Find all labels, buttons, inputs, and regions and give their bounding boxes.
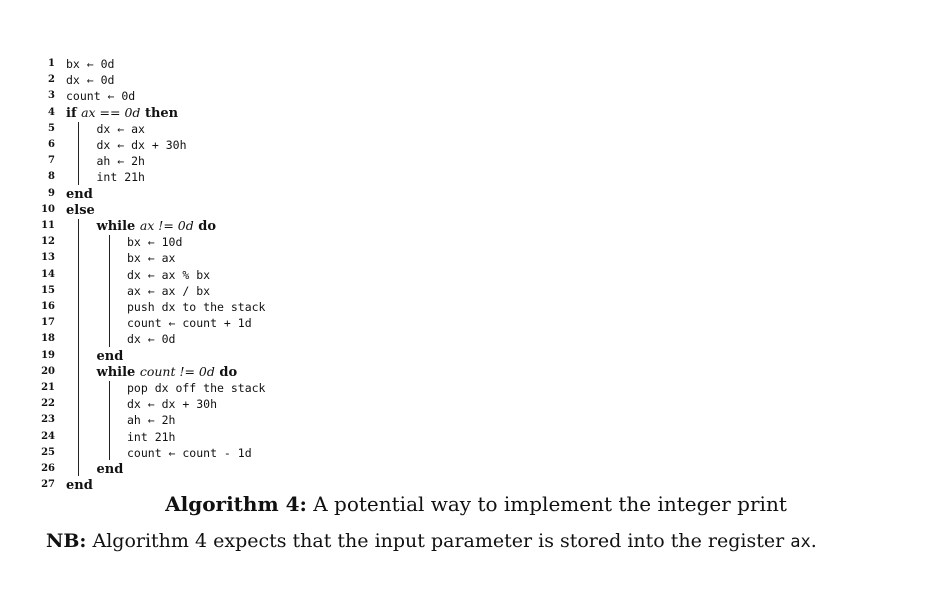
caption-label: Algorithm 4: <box>165 492 307 516</box>
code-statement <box>66 105 178 122</box>
algorithm-line <box>0 121 952 137</box>
condition: ax == 0d <box>81 104 141 120</box>
line-number: 6 <box>48 139 55 150</box>
note-paragraph <box>46 530 817 552</box>
keyword: do <box>193 219 217 234</box>
note-end: . <box>810 530 817 552</box>
algorithm-line <box>0 218 952 234</box>
line-number: 17 <box>41 317 55 329</box>
statement-text: count ← 0d <box>66 89 136 104</box>
line-number: 10 <box>41 203 55 215</box>
statement-text: ah ← 2h <box>127 413 176 428</box>
algorithm-line <box>0 72 952 88</box>
line-number: 8 <box>48 171 55 183</box>
statement-text: int 21h <box>127 429 176 444</box>
statement-text: bx ← 0d <box>66 57 115 71</box>
line-number: 25 <box>41 446 55 458</box>
algorithm-line <box>0 88 952 104</box>
code-statement <box>97 461 124 478</box>
algorithm-line <box>0 331 952 347</box>
code-statement <box>97 121 145 137</box>
note-text: Algorithm 4 expects that the input parameter is stored into the register <box>86 530 791 552</box>
line-number: 4 <box>48 106 55 118</box>
block-bar <box>109 381 110 460</box>
statement-text: dx ← dx + 30h <box>127 397 218 412</box>
condition: ax != 0d <box>139 218 194 233</box>
algorithm-line <box>0 315 952 331</box>
caption-text: A potential way to implement the integer print <box>306 492 787 516</box>
statement-text: ah ← 2h <box>96 154 145 169</box>
algorithm-line <box>0 169 952 185</box>
line-number: 12 <box>41 236 55 248</box>
block-bar <box>78 219 79 476</box>
line-number: 22 <box>41 398 55 410</box>
code-statement <box>66 72 114 88</box>
algorithm-caption <box>0 492 952 516</box>
note-label: NB: <box>46 530 87 552</box>
code-statement <box>127 267 210 283</box>
code-statement <box>127 429 175 445</box>
algorithm-line <box>0 477 952 493</box>
code-statement <box>127 234 182 250</box>
algorithm-line <box>0 186 952 202</box>
keyword: end <box>96 348 124 364</box>
algorithm-line <box>0 348 952 364</box>
keyword: do <box>214 364 238 380</box>
keyword: end <box>66 478 93 494</box>
code-statement <box>66 202 95 219</box>
statement-text: dx ← dx + 30h <box>96 138 187 152</box>
algorithm-line <box>0 234 952 250</box>
line-number: 19 <box>41 349 55 361</box>
statement-text: count ← count - 1d <box>127 445 252 460</box>
line-number: 26 <box>41 463 55 474</box>
algorithm-line <box>0 250 952 266</box>
code-statement <box>97 137 187 153</box>
line-number: 27 <box>41 479 55 491</box>
code-statement <box>127 445 252 461</box>
code-statement <box>97 153 145 169</box>
statement-text: dx ← ax <box>96 121 145 136</box>
algorithm-line <box>0 380 952 396</box>
line-number: 5 <box>48 122 55 134</box>
line-number: 7 <box>48 155 55 167</box>
algorithm-line <box>0 56 952 72</box>
line-number: 1 <box>48 58 55 69</box>
code-statement <box>127 331 175 347</box>
statement-text: bx ← ax <box>127 251 176 266</box>
line-number: 24 <box>41 430 55 442</box>
algorithm-line <box>0 461 952 477</box>
line-number: 21 <box>41 382 55 393</box>
line-number: 20 <box>41 365 55 377</box>
line-number: 2 <box>48 74 55 86</box>
algorithm-line <box>0 267 952 283</box>
algorithm-line <box>0 202 952 218</box>
code-statement <box>97 364 238 381</box>
statement-text: bx ← 10d <box>127 235 183 250</box>
statement-text: int 21h <box>96 170 145 185</box>
code-statement <box>66 56 114 72</box>
keyword: while <box>96 219 140 234</box>
code-statement <box>97 218 217 235</box>
algorithm-line <box>0 105 952 121</box>
code-statement <box>127 299 265 315</box>
keyword: if <box>66 105 82 121</box>
code-statement <box>97 348 124 365</box>
keyword: end <box>66 186 93 202</box>
code-statement <box>127 380 265 396</box>
algorithm-line <box>0 445 952 461</box>
line-number: 23 <box>41 414 55 426</box>
keyword: end <box>96 462 124 477</box>
algorithm-line <box>0 429 952 445</box>
code-statement <box>127 283 210 299</box>
algorithm-line <box>0 299 952 315</box>
code-statement <box>127 250 175 266</box>
line-number: 3 <box>48 90 55 102</box>
statement-text: dx ← ax % bx <box>127 267 211 282</box>
line-number: 14 <box>41 268 55 280</box>
block-bar <box>109 235 110 346</box>
algorithm-line <box>0 153 952 169</box>
line-number: 13 <box>41 252 55 264</box>
statement-text: ax ← ax / bx <box>127 283 211 298</box>
line-number: 16 <box>41 301 55 312</box>
statement-text: count ← count + 1d <box>127 316 252 331</box>
keyword: while <box>96 364 140 380</box>
code-statement <box>66 186 93 203</box>
statement-text: dx ← 0d <box>127 332 176 347</box>
line-number: 15 <box>41 284 55 296</box>
algorithm-line <box>0 412 952 428</box>
algorithm-line <box>0 364 952 380</box>
algorithm-line <box>0 283 952 299</box>
note-register: ax <box>790 532 811 552</box>
code-statement <box>127 315 252 331</box>
line-number: 9 <box>48 187 55 199</box>
code-statement <box>66 88 135 104</box>
line-number: 11 <box>41 220 55 231</box>
code-statement <box>127 396 217 412</box>
keyword: else <box>66 202 95 218</box>
statement-text: pop dx off the stack <box>127 381 266 395</box>
algorithm-line <box>0 396 952 412</box>
code-statement <box>97 169 145 185</box>
algorithm-line <box>0 137 952 153</box>
line-number: 18 <box>41 333 55 345</box>
condition: count != 0d <box>139 363 215 379</box>
statement-text: dx ← 0d <box>66 73 115 88</box>
block-bar <box>78 122 79 185</box>
statement-text: push dx to the stack <box>127 300 266 314</box>
keyword: then <box>140 105 179 121</box>
code-statement <box>127 412 175 428</box>
